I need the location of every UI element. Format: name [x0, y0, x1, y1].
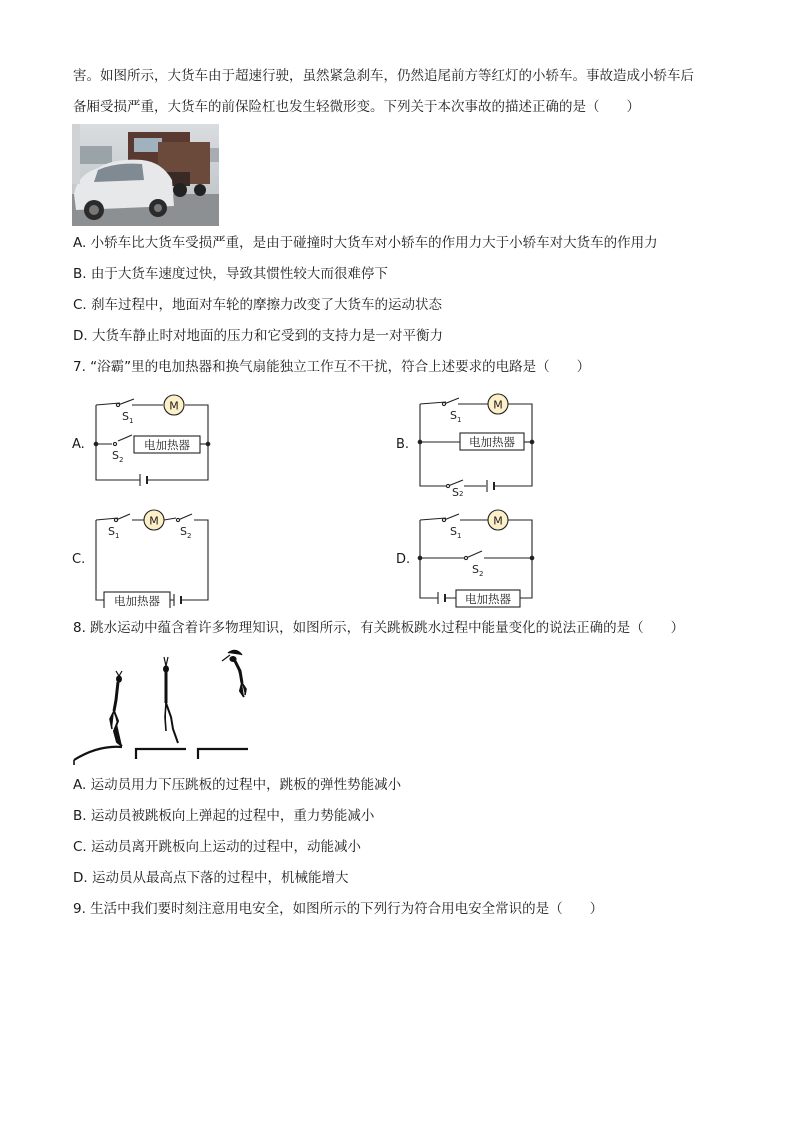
svg-text:2: 2	[187, 532, 192, 540]
svg-text:M: M	[149, 514, 159, 528]
svg-text:M: M	[493, 398, 503, 412]
svg-text:S: S	[452, 486, 459, 496]
circuit-d-label: D.	[396, 552, 411, 567]
svg-text:电加热器: 电加热器	[114, 594, 160, 608]
q8-option-c: C. 运动员离开跳板向上运动的过程中，动能减小	[73, 839, 362, 855]
svg-text:1: 1	[457, 532, 462, 540]
circuit-a	[90, 392, 220, 488]
svg-text:S: S	[180, 525, 187, 538]
svg-text:1: 1	[457, 416, 462, 424]
s2-label: S	[112, 449, 119, 462]
q6-option-d: D. 大货车静止时对地面的压力和它受到的支持力是一对平衡力	[73, 328, 443, 344]
svg-text:1: 1	[115, 532, 120, 540]
q6-option-b: B. 由于大货车速度过快，导致其惯性较大而很难停下	[73, 266, 388, 282]
diving-illustration	[70, 645, 260, 765]
heater-label: 电加热器	[144, 438, 190, 452]
q6-text-line-1: 害。如图所示，大货车由于超速行驶，虽然紧急刹车，仍然追尾前方等红灯的小轿车。事故造成小轿车后	[73, 68, 694, 84]
svg-text:2: 2	[119, 456, 124, 464]
circuit-c	[90, 506, 220, 608]
circuit-b-label: B.	[396, 437, 410, 452]
circuit-d	[414, 506, 540, 610]
svg-text:M: M	[493, 514, 503, 528]
svg-text:电加热器: 电加热器	[465, 592, 511, 606]
svg-text:2: 2	[459, 490, 464, 496]
svg-text:S: S	[450, 409, 457, 422]
q7-stem: 7. “浴霸”里的电加热器和换气扇能独立工作互不干扰，符合上述要求的电路是（ ）	[73, 359, 591, 375]
q9-stem: 9. 生活中我们要时刻注意用电安全，如图所示的下列行为符合用电安全常识的是（ ）	[73, 901, 604, 917]
circuit-a-label: A.	[72, 437, 85, 452]
s1-label: S	[122, 410, 129, 423]
accident-photo	[72, 124, 219, 226]
circuit-b	[414, 392, 540, 496]
svg-text:2: 2	[479, 570, 484, 578]
svg-text:S: S	[108, 525, 115, 538]
q8-option-b: B. 运动员被跳板向上弹起的过程中，重力势能减小	[73, 808, 375, 824]
q8-stem: 8. 跳水运动中蕴含着许多物理知识，如图所示，有关跳板跳水过程中能量变化的说法正确的是（ ）	[73, 620, 685, 636]
svg-text:S: S	[450, 525, 457, 538]
svg-text:1: 1	[129, 417, 134, 425]
q8-option-d: D. 运动员从最高点下落的过程中，机械能增大	[73, 870, 349, 886]
motor-label: M	[169, 399, 179, 413]
svg-text:S: S	[472, 563, 479, 576]
q6-option-a: A. 小轿车比大货车受损严重，是由于碰撞时大货车对小轿车的作用力大于小轿车对大货车的作用力	[73, 235, 658, 251]
q8-option-a: A. 运动员用力下压跳板的过程中，跳板的弹性势能减小	[73, 777, 402, 793]
svg-text:电加热器: 电加热器	[469, 435, 515, 449]
q6-option-c: C. 刹车过程中，地面对车轮的摩擦力改变了大货车的运动状态	[73, 297, 443, 313]
q6-text-line-2: 备厢受损严重，大货车的前保险杠也发生轻微形变。下列关于本次事故的描述正确的是（ ）	[73, 99, 640, 115]
circuit-c-label: C.	[72, 552, 86, 567]
